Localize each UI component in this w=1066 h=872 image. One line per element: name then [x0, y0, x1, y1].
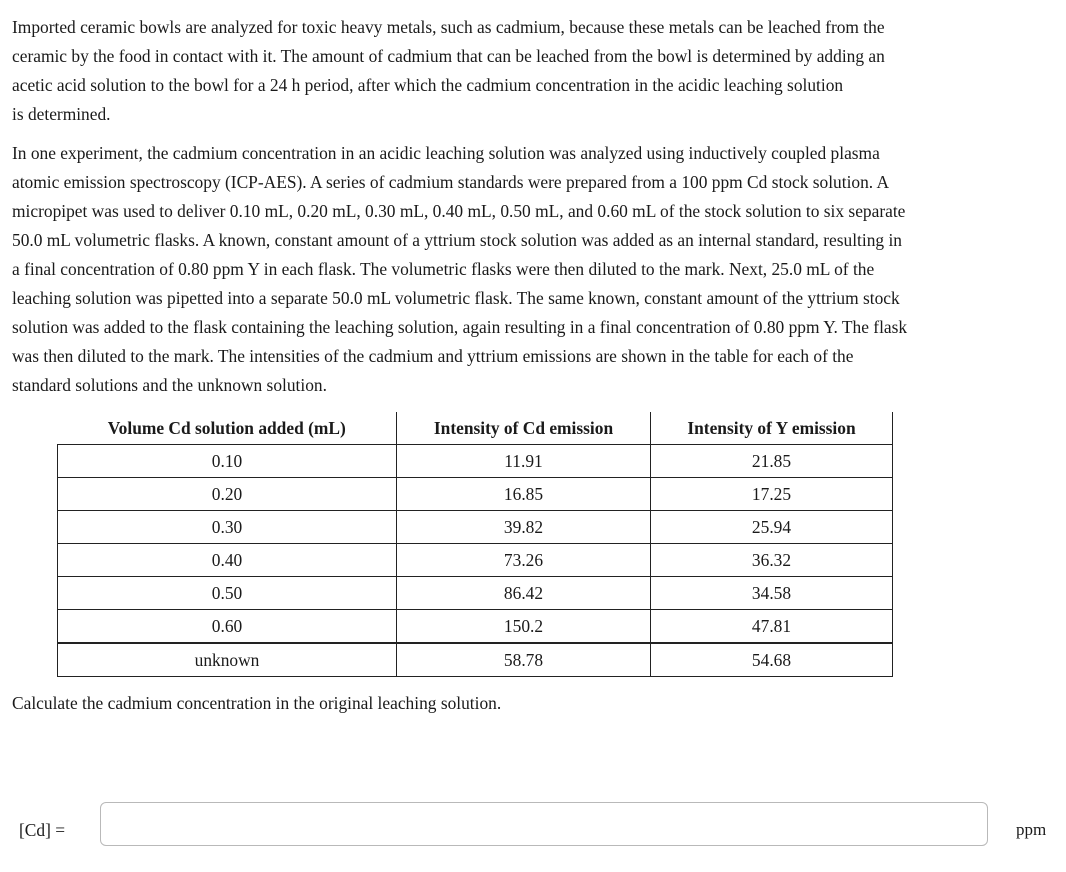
cell-y-intensity: 17.25: [651, 478, 893, 511]
table-row: [58, 544, 893, 577]
cell-y-intensity: 21.85: [651, 445, 893, 478]
cell-y-intensity: 36.32: [651, 544, 893, 577]
cell-volume: 0.20: [58, 478, 397, 511]
cd-concentration-input[interactable]: [100, 802, 988, 846]
intro-line: ceramic by the food in contact with it. The amount of cadmium that can be leached from the bowl is determined by adding an: [12, 46, 885, 66]
cell-cd-intensity: 73.26: [397, 544, 651, 577]
procedure-paragraph: [12, 139, 1058, 400]
question-prompt: Calculate the cadmium concentration in the original leaching solution.: [12, 693, 502, 713]
procedure-line: 50.0 mL volumetric flasks. A known, constant amount of a yttrium stock solution was added as an internal standard, resulting in: [12, 230, 902, 250]
intro-line: acetic acid solution to the bowl for a 24 h period, after which the cadmium concentration in the acidic leaching solution: [12, 75, 844, 95]
cell-volume: 0.40: [58, 544, 397, 577]
answer-unit: ppm: [1016, 820, 1047, 839]
table-header-row: [58, 412, 893, 445]
table-row-unknown: [58, 643, 893, 677]
procedure-line: solution was added to the flask containing the leaching solution, again resulting in a final concentration of 0.80 ppm Y. The flask: [12, 317, 908, 337]
header-intensity-y: Intensity of Y emission: [651, 412, 893, 445]
cell-cd-intensity: 86.42: [397, 577, 651, 610]
cell-cd-intensity: 39.82: [397, 511, 651, 544]
table-row: [58, 478, 893, 511]
procedure-line: atomic emission spectroscopy (ICP-AES). A series of cadmium standards were prepared from a 100 ppm Cd stock solution. A: [12, 172, 890, 192]
cell-volume: 0.60: [58, 610, 397, 644]
table-row: [58, 577, 893, 610]
header-intensity-cd: Intensity of Cd emission: [397, 412, 651, 445]
procedure-line: standard solutions and the unknown solution.: [12, 375, 327, 395]
answer-label: [Cd] =: [19, 820, 66, 840]
intro-paragraph: [12, 13, 1058, 129]
cell-y-intensity: 54.68: [651, 643, 893, 677]
emission-data-table: [57, 412, 893, 677]
procedure-line: In one experiment, the cadmium concentration in an acidic leaching solution was analyzed using inductively coupled plasma: [12, 143, 880, 163]
cell-volume: 0.10: [58, 445, 397, 478]
cell-cd-intensity: 58.78: [397, 643, 651, 677]
cell-y-intensity: 34.58: [651, 577, 893, 610]
procedure-line: leaching solution was pipetted into a separate 50.0 mL volumetric flask. The same known, constant amount of the yttrium stock: [12, 288, 900, 308]
cell-volume: 0.30: [58, 511, 397, 544]
procedure-line: was then diluted to the mark. The intensities of the cadmium and yttrium emissions are shown in the table for each of the: [12, 346, 854, 366]
procedure-line: a final concentration of 0.80 ppm Y in each flask. The volumetric flasks were then diluted to the mark. Next, 25.0 mL of the: [12, 259, 875, 279]
intro-line: Imported ceramic bowls are analyzed for toxic heavy metals, such as cadmium, because these metals can be leached from the: [12, 17, 885, 37]
table-row: [58, 511, 893, 544]
cell-cd-intensity: 11.91: [397, 445, 651, 478]
cell-cd-intensity: 16.85: [397, 478, 651, 511]
cell-y-intensity: 25.94: [651, 511, 893, 544]
table-row: [58, 445, 893, 478]
cell-y-intensity: 47.81: [651, 610, 893, 644]
cell-volume: unknown: [58, 643, 397, 677]
cell-volume: 0.50: [58, 577, 397, 610]
table-row: [58, 610, 893, 644]
cell-cd-intensity: 150.2: [397, 610, 651, 644]
header-volume-cd: Volume Cd solution added (mL): [58, 412, 397, 445]
intro-line: is determined.: [12, 104, 111, 124]
procedure-line: micropipet was used to deliver 0.10 mL, 0.20 mL, 0.30 mL, 0.40 mL, 0.50 mL, and 0.60 mL of the stock solution to six separate: [12, 201, 906, 221]
